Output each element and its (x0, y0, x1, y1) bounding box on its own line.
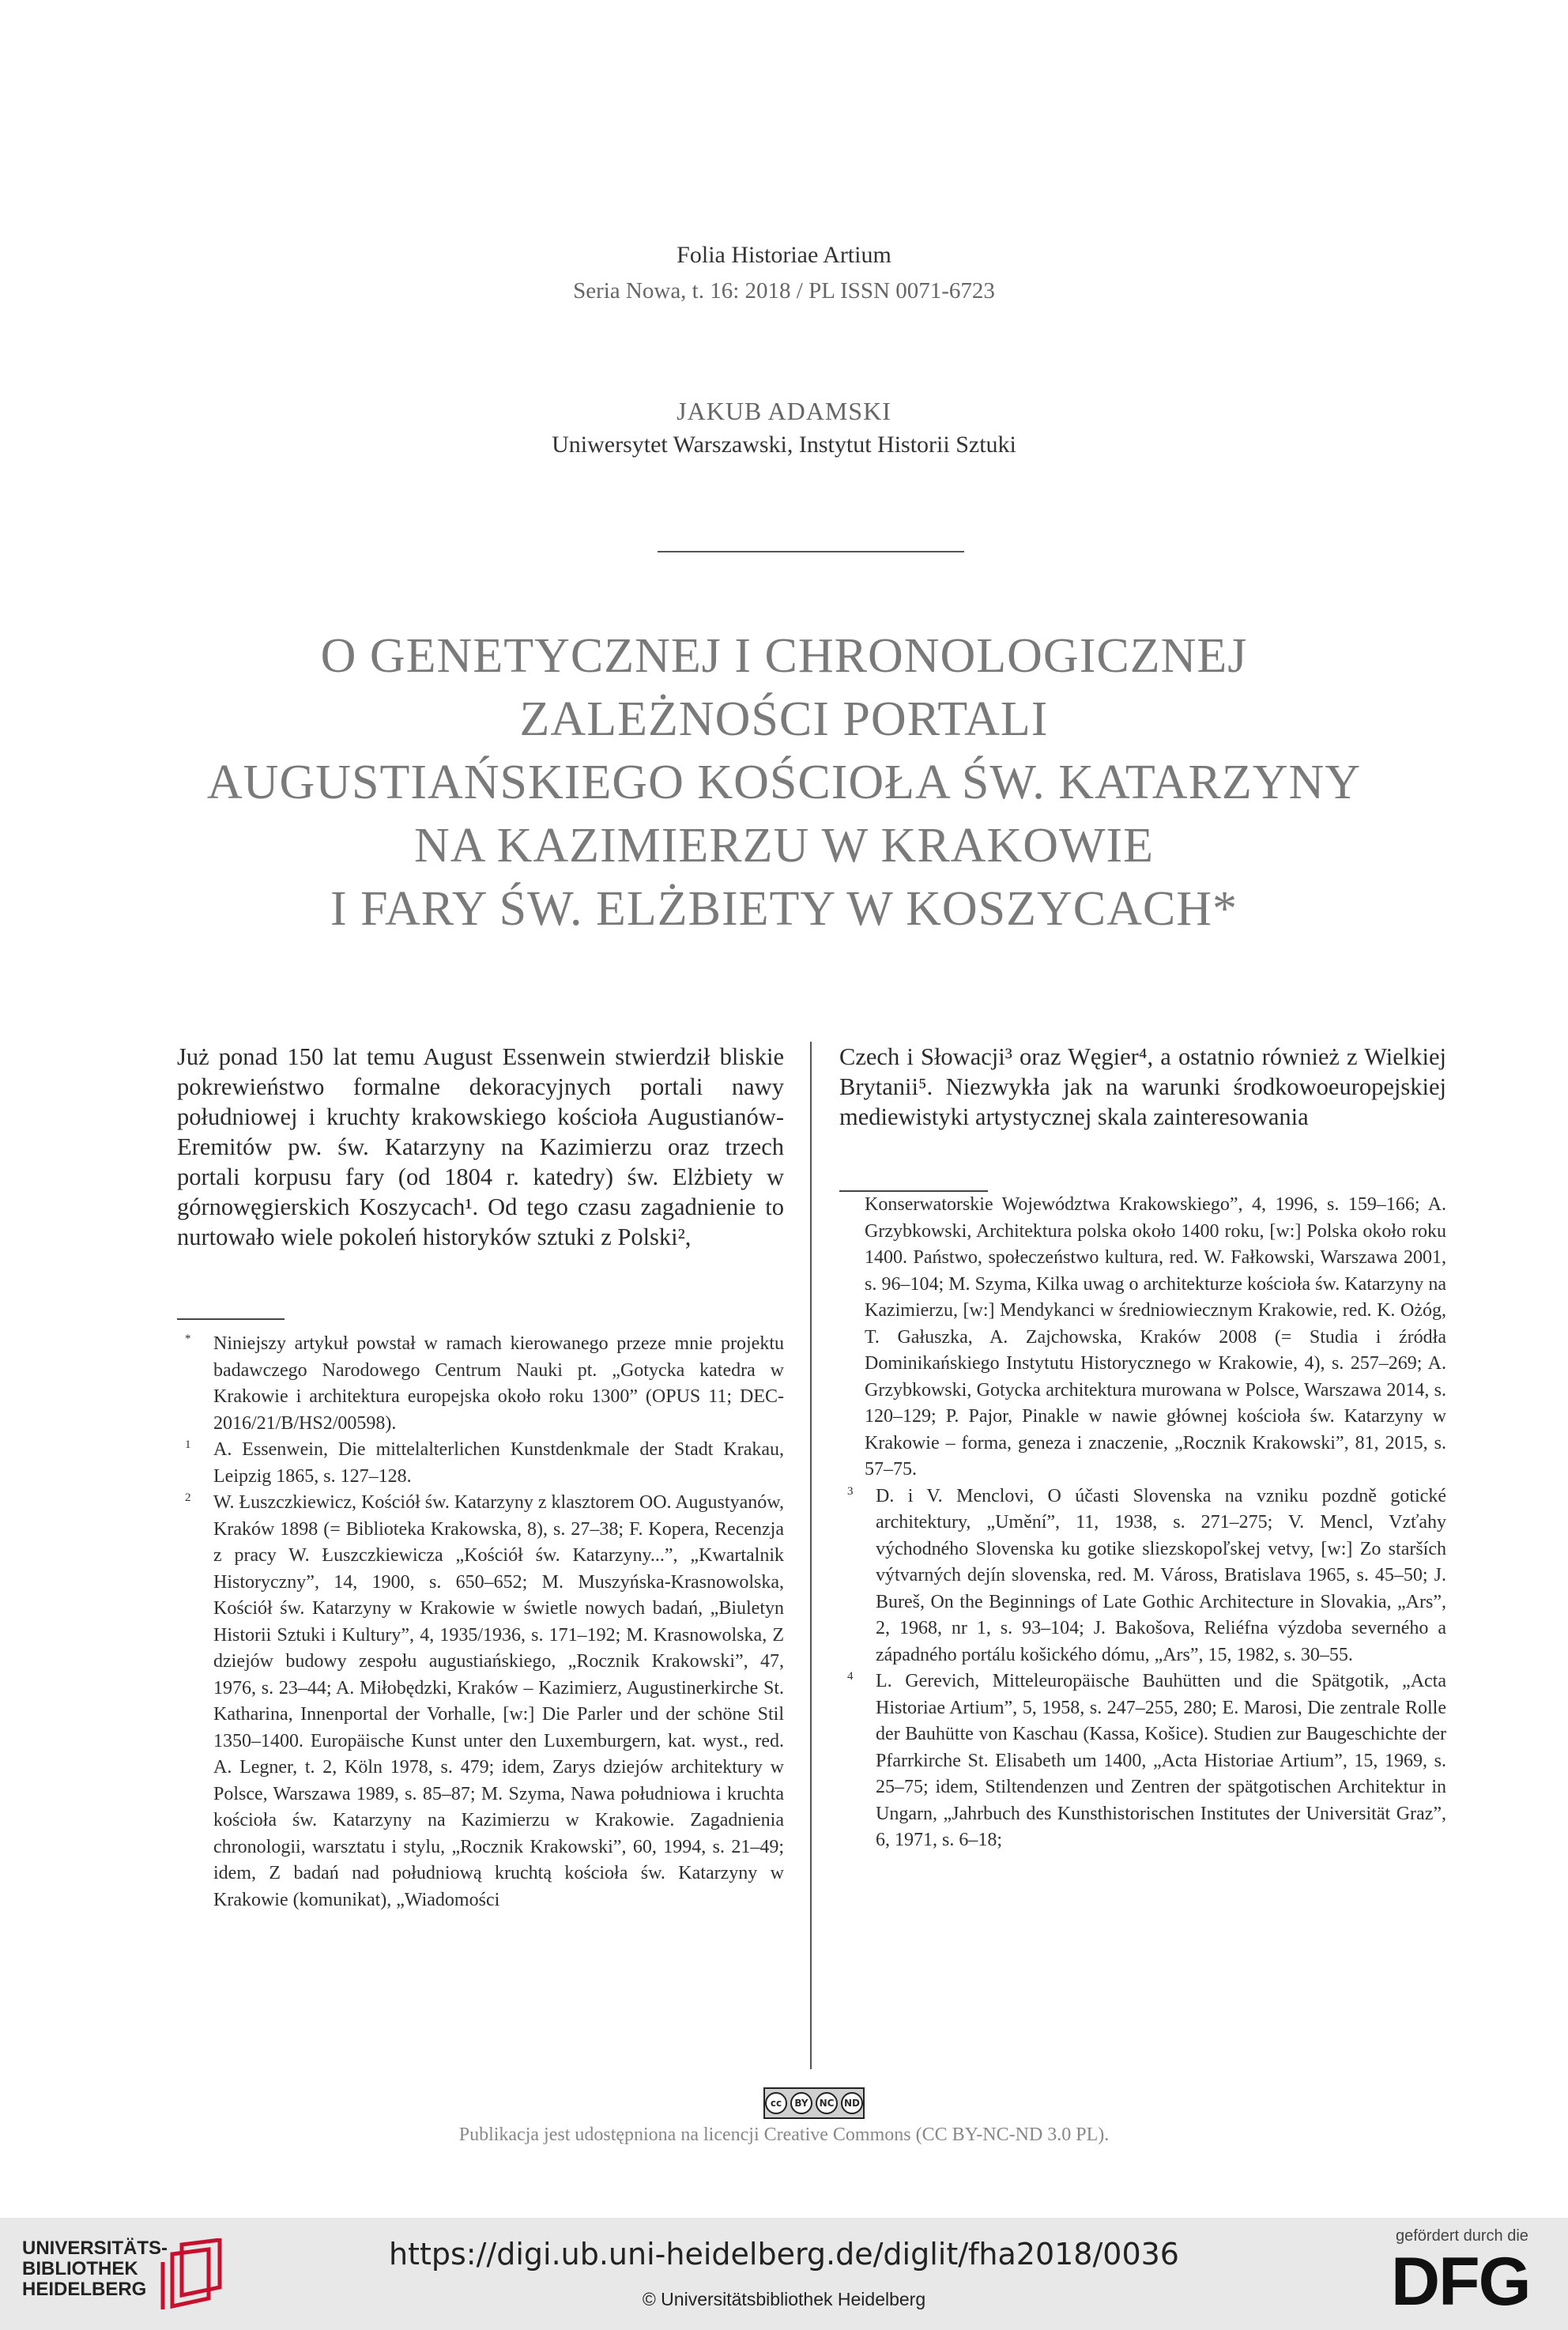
license-text: Publikacja jest udostępniona na licencji Creative Commons (CC BY-NC-ND 3.0 PL). (458, 2125, 1110, 2145)
nc-icon: NC (816, 2092, 838, 2114)
title-line: O GENETYCZNEJ I CHRONOLOGICZNEJ (320, 629, 1248, 683)
footnote-text: D. i V. Menclovi, O účasti Slovenska na vzniku pozdně gotické architektury, „Umění”, 11, 1938, s. 271–275; V. Mencl, Vzťahy východného Slovenska ku gotike sliezskopoľskej vetvy, [w:] Zo starších výtvarných dejín slovenska, red. M. Váross, Bratislava 1965, s. 45–50; J. Bureš, On the Beginnings of Late Gothic Architecture in Slovakia, „Ars”, 2, 1968, nr 1, s. 93–104; J. Bakošova, Reliéfna výzdoba severného a západného portálu košického dómu, „Ars”, 15, 1982, s. 30–55. (876, 1485, 1446, 1665)
permalink-url[interactable]: https://digi.ub.uni-heidelberg.de/diglit/fha2018/0036 (389, 2237, 1179, 2272)
journal-title: Folia Historiae Artium (677, 242, 891, 268)
article-title (158, 624, 1410, 941)
cc-icon: cc (765, 2092, 787, 2114)
footnote-text: L. Gerevich, Mitteleuropäische Bauhütten und die Spätgotik, „Acta Historiae Artium”, 5, 1958, s. 247–255, 280; E. Marosi, Die zentrale Rolle der Bauhütte von Kaschau (Kassa, Košice). Studien zur Baugeschichte der Pfarrkirche St. Elisabeth um 1400, „Acta Historiae Artium”, 15, 1969, s. 25–75; idem, Stiltendenzen und Zentren der spätgotischen Architektur in Ungarn, „Jahrbuch des Kunsthistorischen Institutes der Universität Graz”, 6, 1971, s. 6–18; (876, 1671, 1446, 1850)
header-divider (658, 551, 964, 552)
copyright-notice: © Universitätsbibliothek Heidelberg (642, 2289, 926, 2309)
footnote-text: Niniejszy artykuł powstał w ramach kierowanego przeze mnie projektu badawczego Narodowego Centrum Nauki pt. „Gotycka katedra w Krakowie i architektura europejska około roku 1300” (OPUS 11; DEC-2016/21/B/HS2/00598). (213, 1333, 784, 1434)
cc-license-badge[interactable] (763, 2087, 865, 2119)
footnote-marker: * (185, 1333, 191, 1345)
footnote-marker: 1 (185, 1438, 191, 1451)
body-text-left: Już ponad 150 lat temu August Essenwein stwierdził bliskie pokrewieństwo formalne dekoracyjnych portali nawy południowej i kruchty krakowskiego kościoła Augustianów-Eremitów pw. św. Katarzyny na Kazimierzu oraz trzech portali korpusu fary (od 1804 r. katedry) św. Elżbiety w górnowęgierskich Koszycach¹. Od tego czasu zagadnienie to nurtowało wiele pokoleń historyków sztuki z Polski², (177, 1043, 784, 1250)
footnote (177, 1331, 784, 1437)
title-line: ZALEŻNOŚCI PORTALI (519, 692, 1049, 746)
footnote (839, 1668, 1446, 1854)
nd-icon: ND (841, 2092, 863, 2114)
ub-logo-line: BIBLIOTHEK (22, 2258, 138, 2279)
footnote-marker: 2 (185, 1491, 191, 1504)
ub-logo-line: UNIVERSITÄTS- (22, 2238, 168, 2259)
author-name: JAKUB ADAMSKI (677, 397, 891, 425)
footer-bar (0, 2218, 1568, 2330)
footnotes-left (177, 1331, 784, 1913)
title-line: AUGUSTIAŃSKIEGO KOŚCIOŁA ŚW. KATARZYNY (206, 756, 1362, 809)
ub-logo-line: HEIDELBERG (22, 2279, 147, 2300)
journal-series: Seria Nowa, t. 16: 2018 / PL ISSN 0071-6723 (573, 278, 995, 304)
footnote (839, 1484, 1446, 1669)
title-line: NA KAZIMIERZU W KRAKOWIE (413, 819, 1155, 873)
footnote-text: W. Łuszczkiewicz, Kościół św. Katarzyny z klasztorem OO. Augustyanów, Kraków 1898 (= Biblioteka Krakowska, 8), s. 27–38; F. Kopera, Recenzja z pracy W. Łuszczkiewicza „Kościół św. Katarzyny...”, „Kwartalnik Historyczny”, 14, 1900, s. 650–652; M. Muszyńska-Krasnowolska, Kościół św. Katarzyny w Krakowie w świetle nowych badań, „Biuletyn Historii Sztuki i Kultury”, 4, 1935/1936, s. 171–192; M. Krasnowolska, Z dziejów budowy zespołu augustiańskiego, „Rocznik Krakowski”, 47, 1976, s. 23–44; A. Miłobędzki, Kraków – Kazimierz, Augustinerkirche St. Katharina, Innenportal der Vorhalle, [w:] Die Parler und der schöne Stil 1350–1400. Europäische Kunst unter den Luxemburgern, kat. wyst., red. A. Legner, t. 2, Köln 1978, s. 479; idem, Zarys dziejów architektury w Polsce, Warszawa 1989, s. 85–87; M. Szyma, Nawa południowa i kruchta kościoła św. Katarzyny na Kazimierzu w Krakowie. Zagadnienia chronologii, warsztatu i stylu, „Rocznik Krakowski”, 60, 1994, s. 21–49; idem, Z badań nad południową kruchtą kościoła św. Katarzyny w Krakowie (komunikat), „Wiadomości (213, 1492, 784, 1910)
footnote (177, 1437, 784, 1490)
by-icon: BY (790, 2092, 812, 2114)
footnote-marker: 4 (847, 1670, 854, 1683)
author-affiliation: Uniwersytet Warszawski, Instytut Historii Sztuki (552, 432, 1016, 458)
title-line: I FARY ŚW. ELŻBIETY W KOSZYCACH* (330, 882, 1238, 936)
dfg-logo: DFG (1391, 2244, 1530, 2320)
footnote-text: A. Essenwein, Die mittelalterlichen Kunstdenkmale der Stadt Krakau, Leipzig 1865, s. 127–128. (213, 1439, 784, 1487)
footnote (177, 1490, 784, 1913)
footnotes-right (839, 1192, 1446, 1854)
column-divider (810, 1042, 812, 2069)
body-text-right: Czech i Słowacji³ oraz Węgier⁴, a ostatnio również z Wielkiej Brytanii⁵. Niezwykła jak na warunki środkowoeuropejskiej mediewistyki artystycznej skala zainteresowania (839, 1043, 1446, 1130)
footnote-marker: 3 (847, 1484, 854, 1498)
footnote-continuation: Konserwatorskie Województwa Krakowskiego”, 4, 1996, s. 159–166; A. Grzybkowski, Architektura polska około 1400 roku, [w:] Polska około roku 1400. Państwo, społeczeństwo kultura, red. W. Fałkowski, Warszawa 2001, s. 96–104; M. Szyma, Kilka uwag o architekturze kościoła św. Katarzyny na Kazimierzu, [w:] Mendykanci w średniowiecznym Krakowie, red. K. Ożóg, T. Gałuszka, A. Zajchowska, Kraków 2008 (= Studia i źródła Dominikańskiego Instytutu Historycznego w Krakowie, 4), s. 257–269; A. Grzybkowski, Gotycka architektura murowana w Polsce, Warszawa 2014, s. 120–129; P. Pajor, Pinakle w nawie głównej kościoła św. Katarzyny w Krakowie – forma, geneza i znaczenie, „Rocznik Krakowski”, 81, 2015, s. 57–75. (865, 1194, 1446, 1480)
footnote-rule-left (177, 1318, 285, 1320)
funding-note: gefördert durch die (1396, 2227, 1528, 2245)
